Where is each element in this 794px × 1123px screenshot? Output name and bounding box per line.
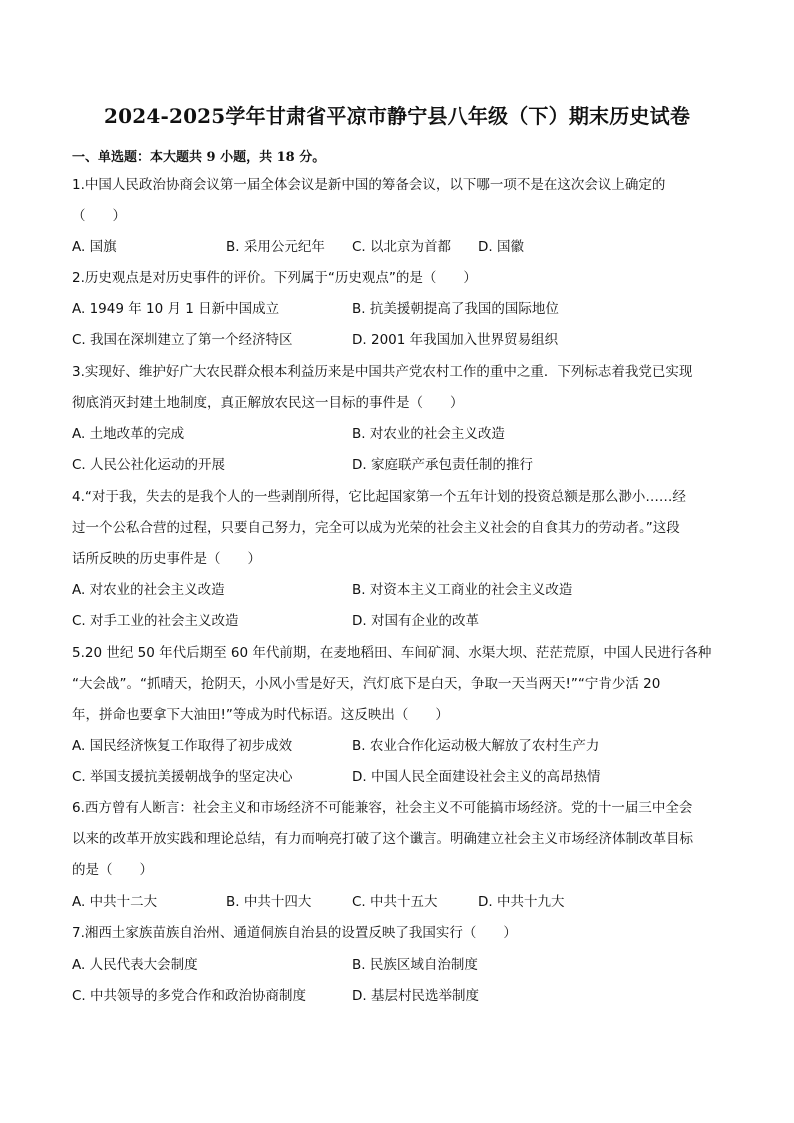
question-6-option-a: A. 中共十二大 [72,894,158,910]
question-1-stem-line-1: 1.中国人民政治协商会议第一届全体会议是新中国的筹备会议，以下哪一项不是在这次会议上确定的 [72,177,666,193]
question-4-stem-line-2: 过一个公私合营的过程，只要自己努力，完全可以成为光荣的社会主义社会的自食其力的劳动者。”这段 [72,520,680,536]
question-4-option-d: D. 对国有企业的改革 [352,613,479,629]
question-1-option-d: D. 国徽 [478,239,524,255]
question-4-option-b: B. 对资本主义工商业的社会主义改造 [352,582,573,598]
question-5-option-c: C. 举国支援抗美援朝战争的坚定决心 [72,769,293,785]
question-1-option-b: B. 采用公元纪年 [226,239,325,255]
question-3-option-c: C. 人民公社化运动的开展 [72,457,226,473]
question-2-stem-line-1: 2.历史观点是对历史事件的评价。下列属于“历史观点”的是（ ） [72,270,477,286]
question-3-stem-line-1: 3.实现好、维护好广大农民群众根本利益历来是中国共产党农村工作的重中之重．下列标志着我党已实现 [72,364,693,380]
question-5-option-d: D. 中国人民全面建设社会主义的高昂热情 [352,769,601,785]
question-4-option-a: A. 对农业的社会主义改造 [72,582,225,598]
question-5-stem-line-3: 年，拼命也要拿下大油田!”等成为时代标语。这反映出（ ） [72,707,449,723]
question-1-stem-line-2: （ ） [72,208,126,224]
question-5-stem-line-1: 5.20 世纪 50 年代后期至 60 年代前期，在麦地稻田、车间矿洞、水渠大坝、茫茫荒原，中国人民进行各种 [72,645,712,661]
question-6-stem-line-3: 的是（ ） [72,862,153,878]
question-4-option-c: C. 对手工业的社会主义改造 [72,613,239,629]
question-4-stem-line-3: 话所反映的历史事件是（ ） [72,551,261,567]
question-5-option-a: A. 国民经济恢复工作取得了初步成效 [72,738,293,754]
question-6-option-d: D. 中共十九大 [478,894,565,910]
question-5-option-b: B. 农业合作化运动极大解放了农村生产力 [352,738,600,754]
question-6-option-c: C. 中共十五大 [352,894,438,910]
question-3-stem-line-2: 彻底消灭封建土地制度，真正解放农民这一目标的事件是（ ） [72,395,464,411]
question-2-option-d: D. 2001 年我国加入世界贸易组织 [352,332,559,348]
question-2-option-c: C. 我国在深圳建立了第一个经济特区 [72,332,293,348]
question-1-option-c: C. 以北京为首都 [352,239,452,255]
question-5-stem-line-2: “大会战”。“抓晴天，抢阴天，小风小雪是好天，汽灯底下是白天，争取一天当两天!”“宁肯少活 20 [72,676,661,692]
question-3-option-b: B. 对农业的社会主义改造 [352,426,505,442]
question-7-option-d: D. 基层村民选举制度 [352,988,479,1004]
question-7-option-b: B. 民族区域自治制度 [352,957,478,973]
question-2-option-a: A. 1949 年 10 月 1 日新中国成立 [72,301,280,317]
question-7-option-a: A. 人民代表大会制度 [72,957,198,973]
section-heading: 一、单选题：本大题共 9 小题，共 18 分。 [72,150,326,165]
question-3-option-d: D. 家庭联产承包责任制的推行 [352,457,533,473]
question-6-stem-line-1: 6.西方曾有人断言：社会主义和市场经济不可能兼容，社会主义不可能搞市场经济。党的十一届三中全会 [72,800,693,816]
question-3-option-a: A. 土地改革的完成 [72,426,185,442]
question-6-option-b: B. 中共十四大 [226,894,312,910]
question-6-stem-line-2: 以来的改革开放实践和理论总结，有力而响亮打破了这个谶言。明确建立社会主义市场经济体制改革目标 [72,831,693,847]
page-title: 2024-2025学年甘肃省平凉市静宁县八年级（下）期末历史试卷 [103,104,691,128]
question-1-option-a: A. 国旗 [72,239,117,255]
question-4-stem-line-1: 4.“对于我，失去的是我个人的一些剥削所得，它比起国家第一个五年计划的投资总额是那么渺小……经 [72,489,686,505]
question-7-option-c: C. 中共领导的多党合作和政治协商制度 [72,988,307,1004]
question-2-option-b: B. 抗美援朝提高了我国的国际地位 [352,301,559,317]
question-7-stem-line-1: 7.湘西土家族苗族自治州、通道侗族自治县的设置反映了我国实行（ ） [72,925,517,941]
